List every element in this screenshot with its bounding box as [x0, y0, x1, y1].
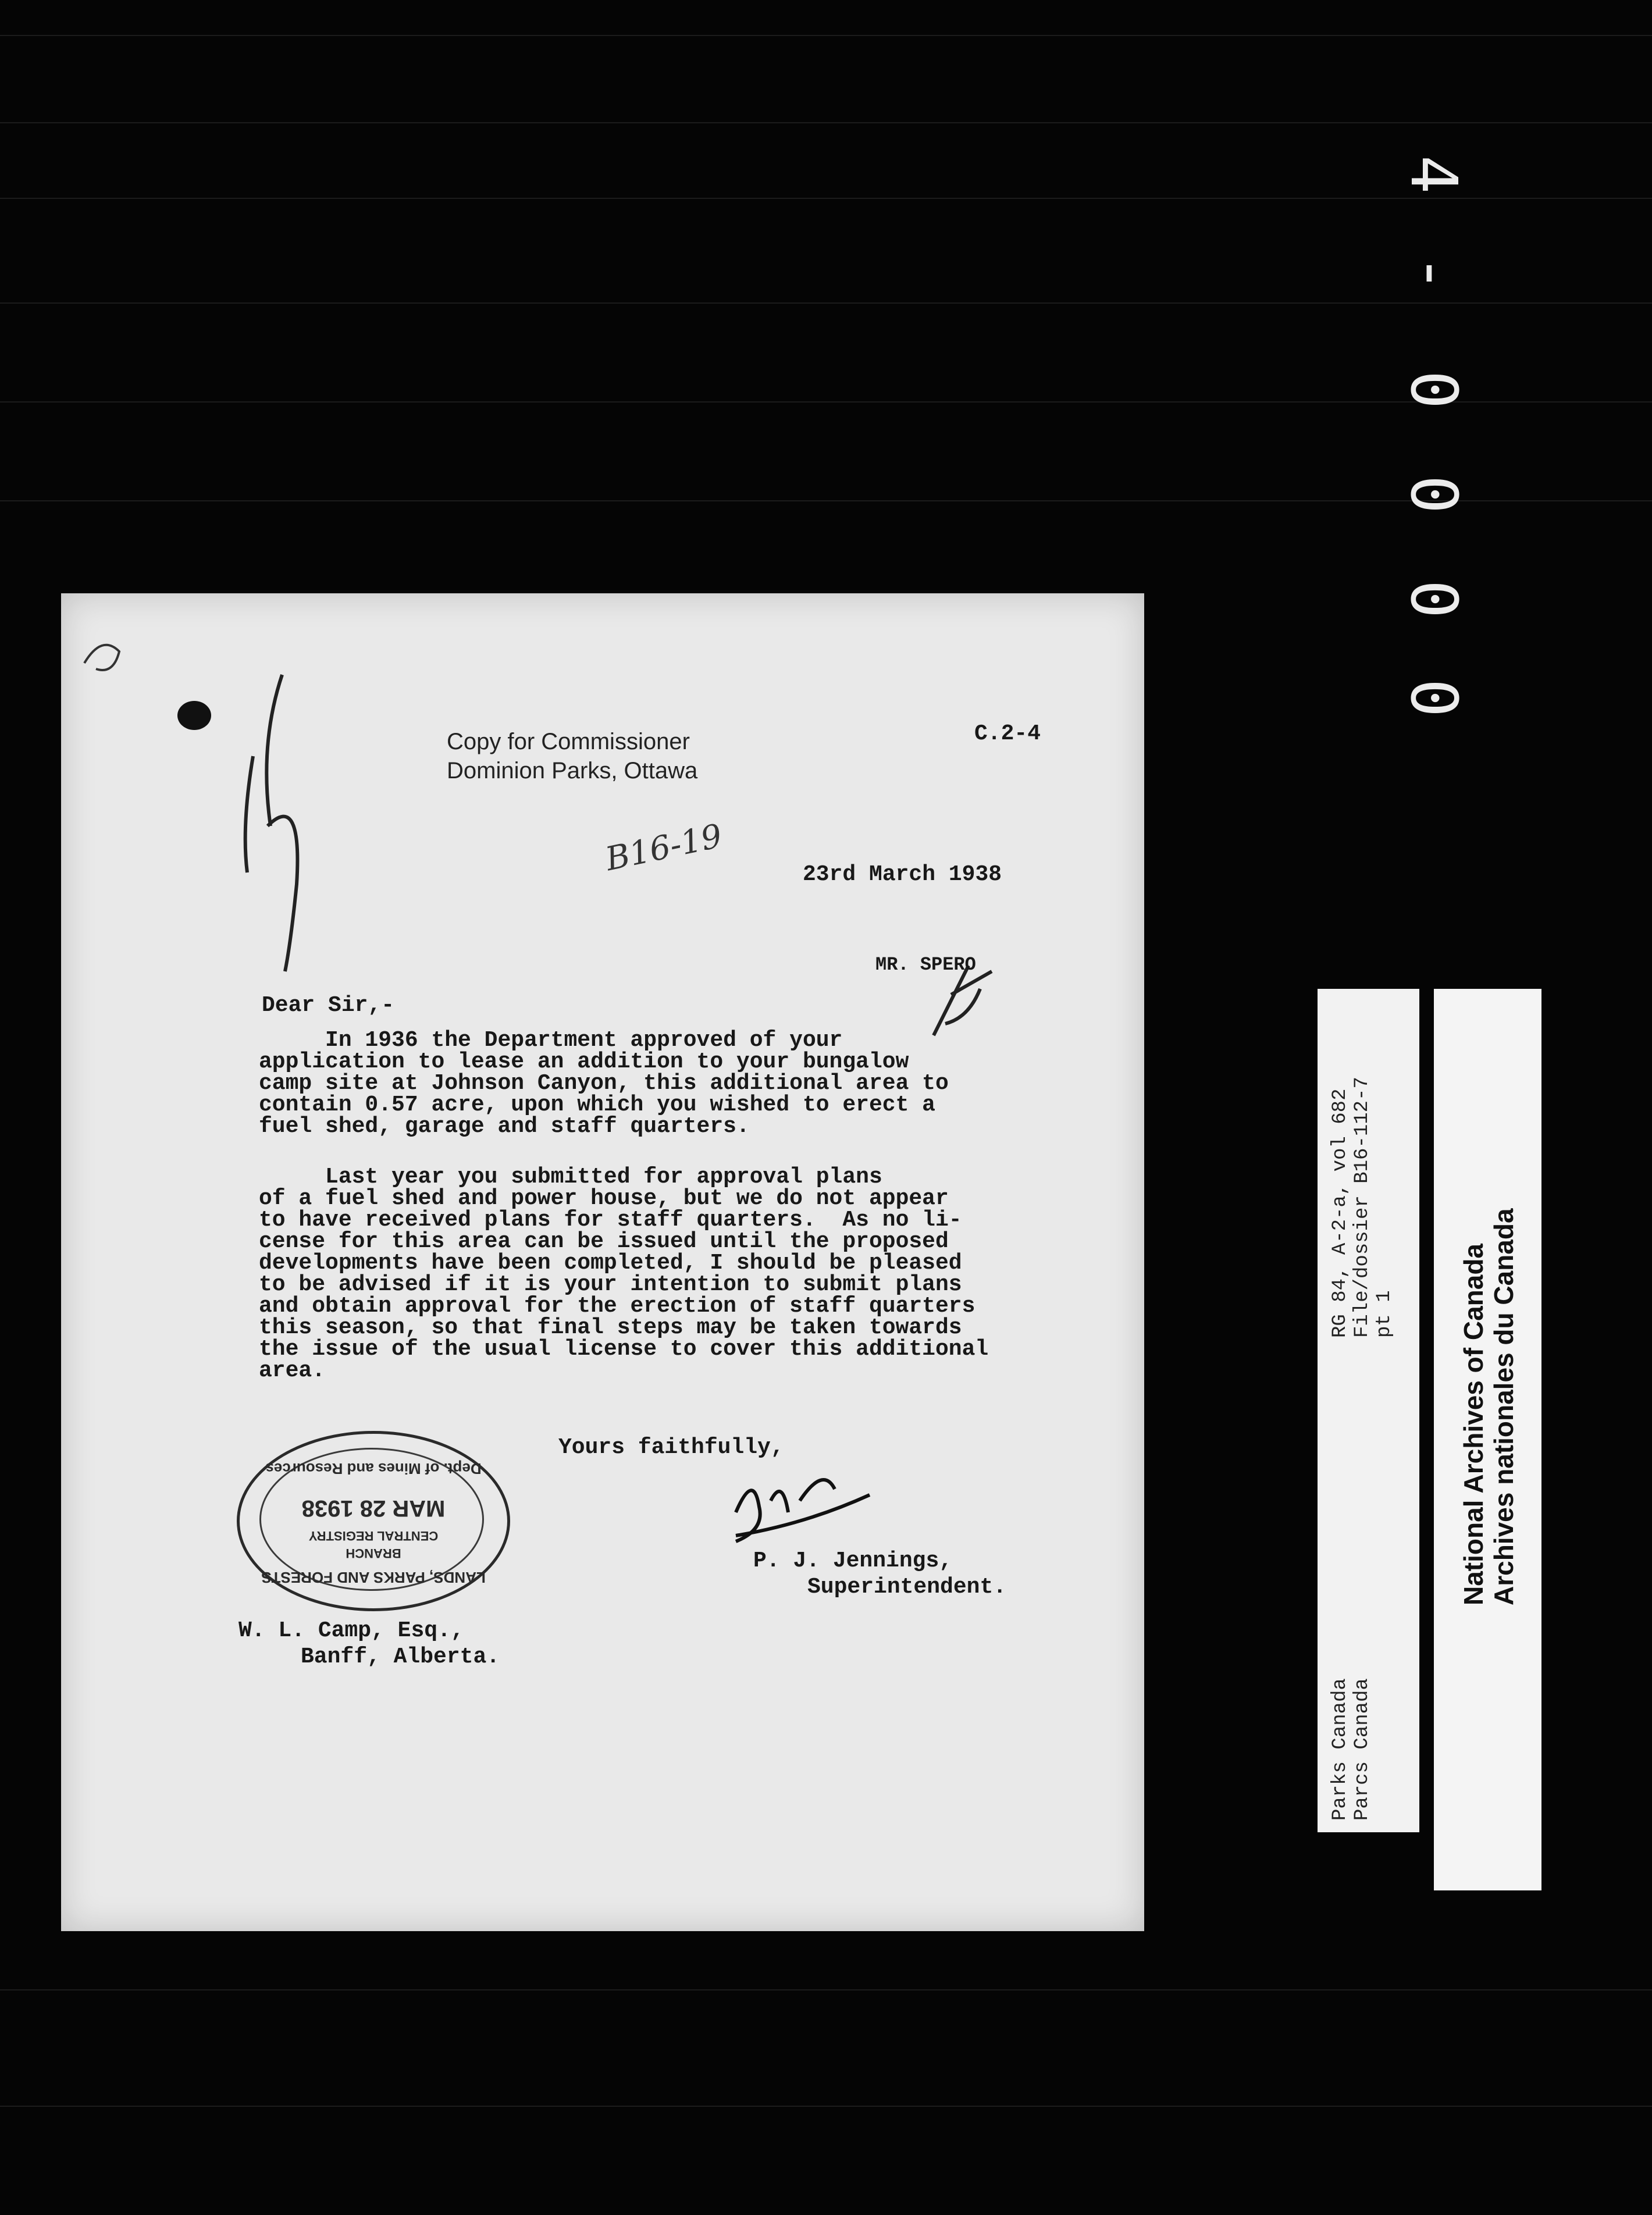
stamp-line: BRANCH [346, 1546, 401, 1561]
body-line: area. [259, 1358, 326, 1383]
body-line: contain 0.57 acre, upon which you wished to erect a [259, 1092, 935, 1117]
body-line: camp site at Johnson Canyon, this additional area to [259, 1071, 949, 1096]
body-line: this season, so that final steps may be taken towards [259, 1315, 962, 1340]
body-line: of a fuel shed and power house, but we do not appear [259, 1186, 949, 1211]
frame-digit: 0 [1397, 579, 1471, 619]
body-line: cense for this area can be issued until the proposed [259, 1229, 949, 1254]
letter-date: 23rd March 1938 [803, 862, 1002, 887]
reference-line-1: RG 84, A-2-a, vol 682 [1329, 1088, 1351, 1338]
archives-name-french: Archives nationales du Canada [1489, 1208, 1519, 1605]
frame-digit: - [1397, 254, 1471, 293]
body-line: In 1936 the Department approved of your [259, 1028, 843, 1053]
letter-page [61, 593, 1144, 1931]
stamp-line: Dept. of Mines and Resources [265, 1460, 482, 1477]
paragraph-2 [259, 1166, 1102, 1381]
stamp-line: CENTRAL REGISTRY [308, 1529, 439, 1543]
archives-name-label [1434, 989, 1541, 1890]
source-line-1: Parks Canada [1329, 1678, 1351, 1821]
reference-line-3: pt 1 [1373, 1290, 1395, 1338]
signatory-title: Superintendent. [807, 1575, 1007, 1600]
frame-digit: 0 [1397, 370, 1471, 409]
body-line: to have received plans for staff quarters. As no li- [259, 1208, 962, 1233]
film-scratch [0, 1989, 1652, 1990]
film-scratch [0, 2106, 1652, 2107]
body-line: the issue of the usual license to cover this additional [259, 1337, 989, 1362]
film-scratch [0, 35, 1652, 36]
body-line: developments have been completed, I should be pleased [259, 1251, 962, 1276]
archive-reference-label [1318, 989, 1419, 1832]
reference-line-2: File/dossier B16-112-7 [1351, 1077, 1373, 1338]
body-line: and obtain approval for the erection of staff quarters [259, 1294, 975, 1319]
file-code: C.2-4 [974, 721, 1041, 746]
paragraph-1 [259, 1030, 1102, 1137]
copy-line-2: Dominion Parks, Ottawa [447, 758, 698, 784]
frame-digit: 4 [1397, 155, 1471, 194]
copy-line-1: Copy for Commissioner [447, 729, 690, 754]
body-line: to be advised if it is your intention to submit plans [259, 1272, 962, 1297]
registry-stamp [237, 1431, 510, 1611]
source-line-2: Parcs Canada [1351, 1678, 1373, 1821]
routing-note: MR. SPERO [875, 954, 976, 975]
handwritten-file-number: B16-19 [602, 817, 726, 879]
frame-digit: 0 [1397, 678, 1471, 718]
closing: Yours faithfully, [558, 1435, 784, 1460]
stamp-date: MAR 28 1938 [301, 1495, 446, 1521]
body-line: fuel shed, garage and staff quarters. [259, 1114, 750, 1139]
body-line: Last year you submitted for approval plans [259, 1165, 882, 1190]
recipient-line-1: W. L. Camp, Esq., [238, 1618, 464, 1643]
body-line: application to lease an addition to your bungalow [259, 1049, 909, 1074]
letter-body [259, 1030, 1102, 1411]
recipient-line-2: Banff, Alberta. [301, 1644, 500, 1669]
frame-digit: 0 [1397, 475, 1471, 514]
signatory-name: P. J. Jennings, [753, 1548, 953, 1573]
frame-number [1397, 140, 1471, 718]
film-scratch [0, 122, 1652, 123]
ink-blot [177, 701, 211, 730]
archives-name-english: National Archives of Canada [1458, 1243, 1489, 1605]
salutation: Dear Sir,- [262, 993, 395, 1018]
stamp-line: LANDS, PARKS AND FORESTS [261, 1569, 486, 1586]
